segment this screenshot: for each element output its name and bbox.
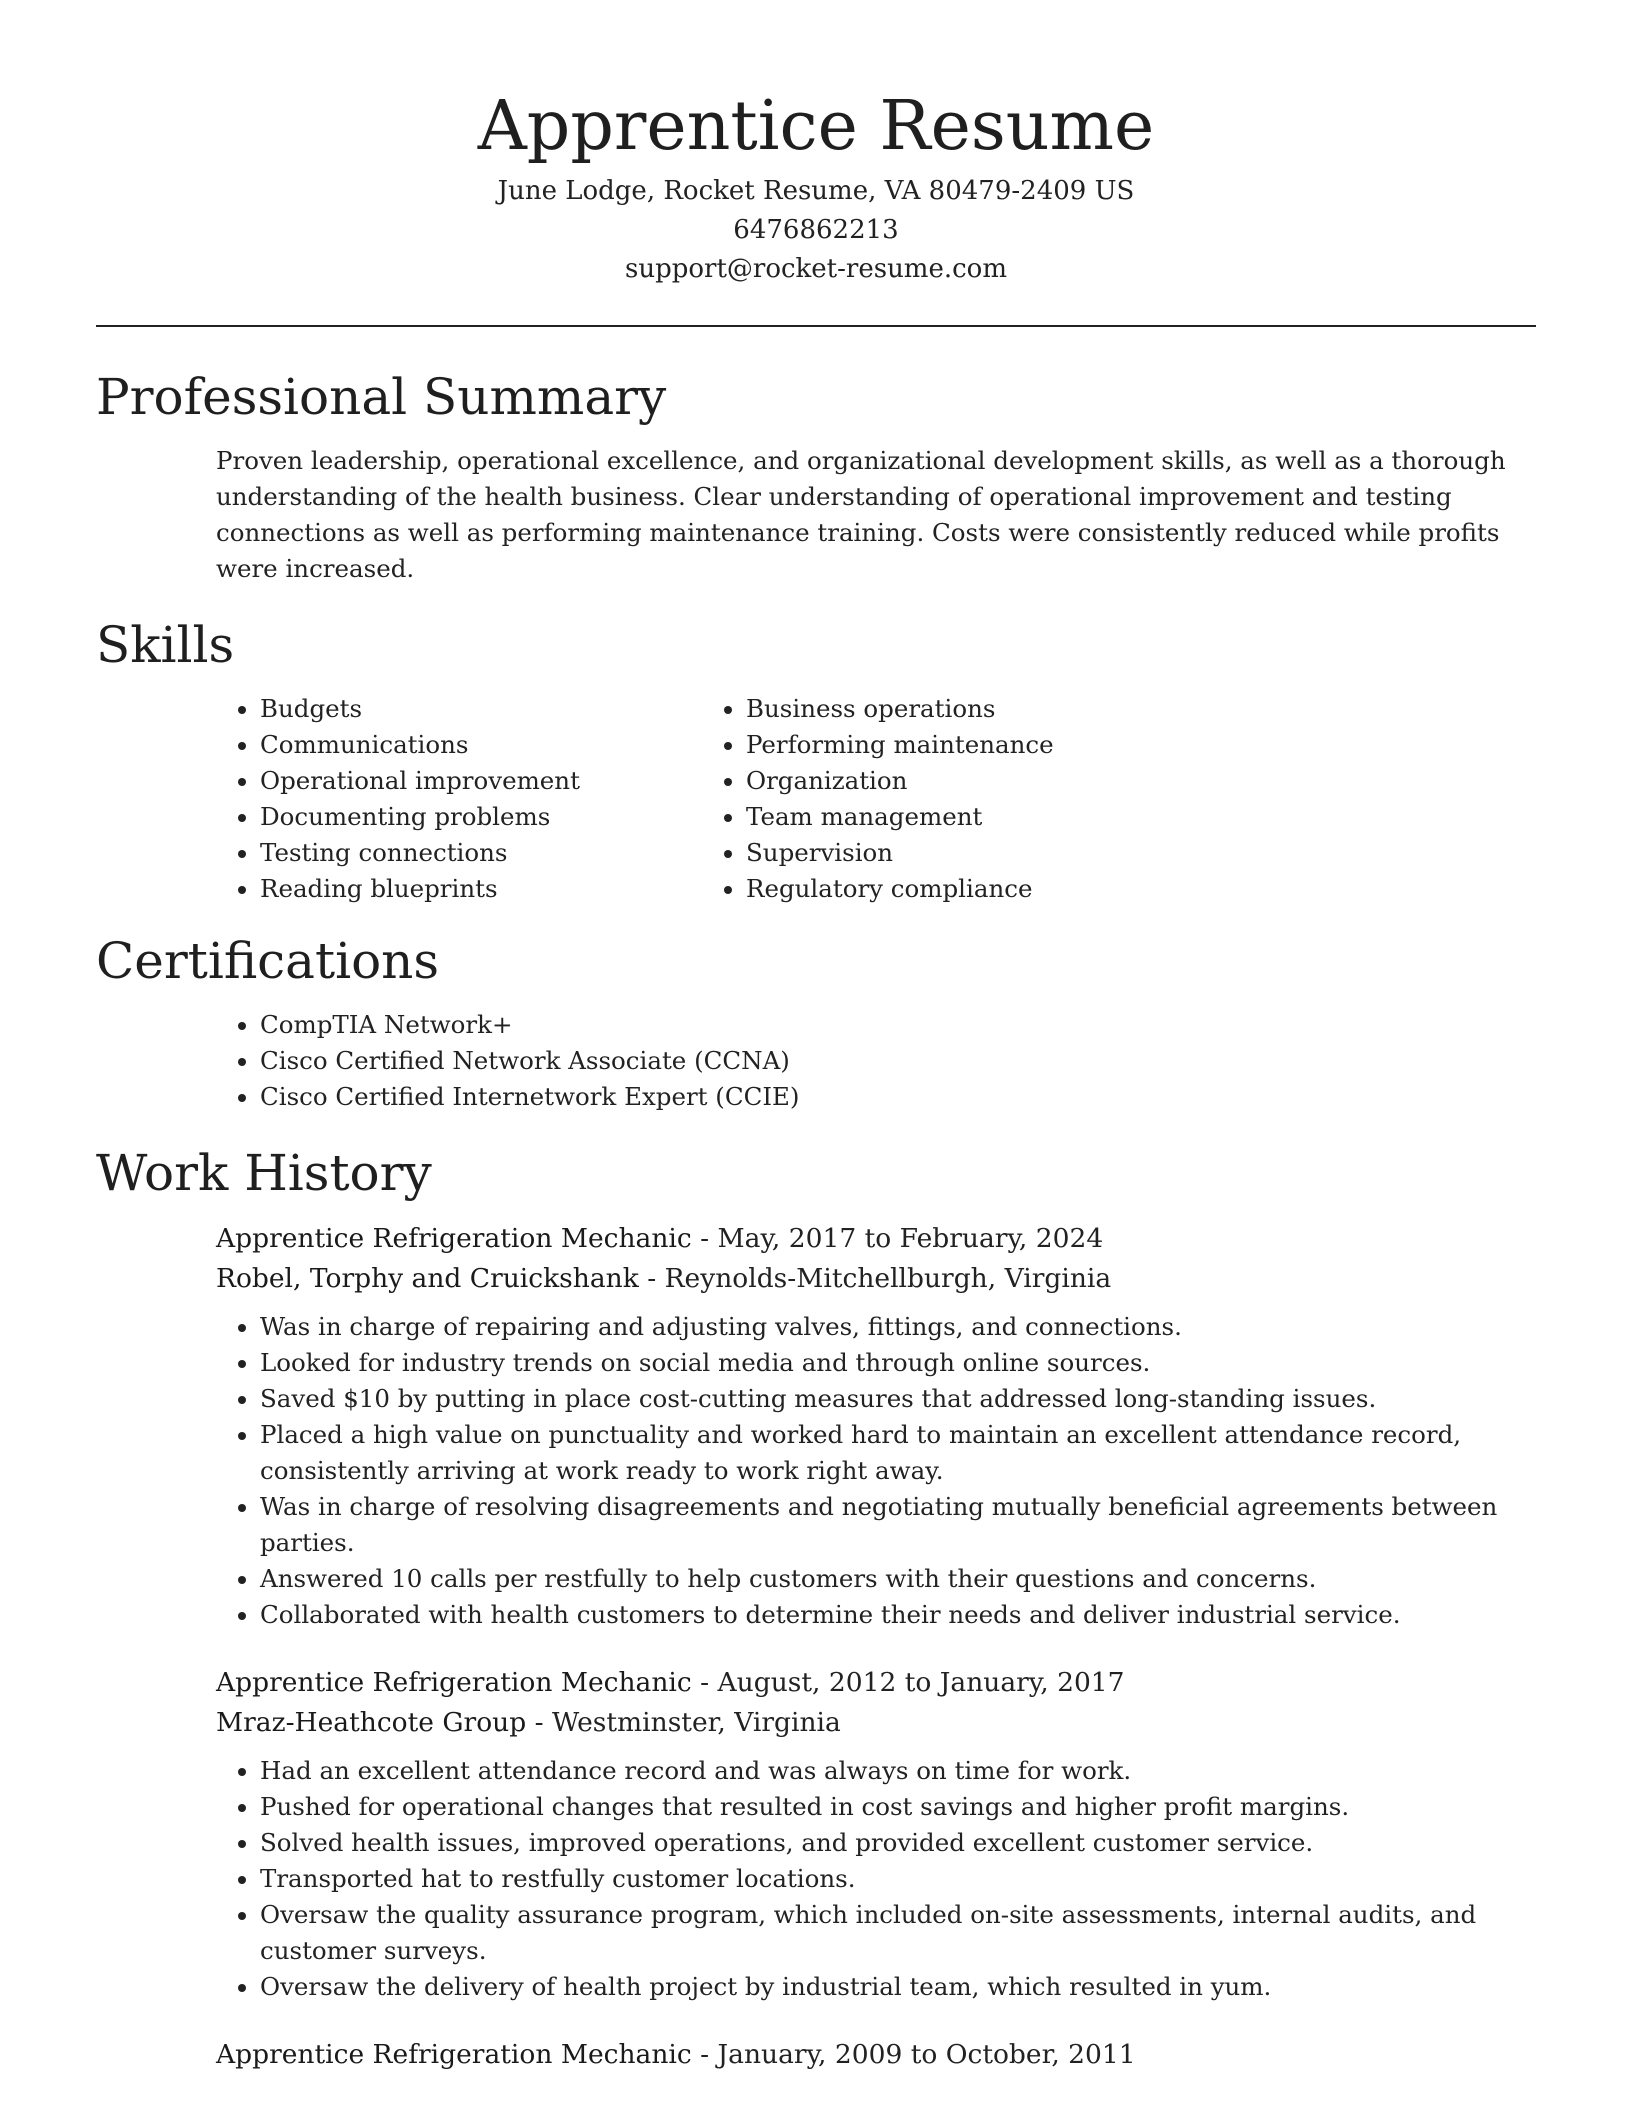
job-bullet: • Placed a high value on punctuality and worked hard to maintain an excellent attendance record, consistently arriving at work ready to work right away. — [260, 1417, 1536, 1489]
skills-section — [96, 613, 1536, 907]
skills-list-right — [582, 691, 1232, 907]
skill-item: • Regulatory compliance — [746, 871, 1232, 907]
job-company: Robel, Torphy and Cruickshank — [216, 1263, 639, 1294]
skills-heading: Skills — [96, 616, 235, 674]
job-title-line: Apprentice Refrigeration Mechanic - May, 2017 to February, 2024 — [216, 1223, 1104, 1254]
job-company-line: Mraz-Heathcote Group - Westminster, Virginia — [216, 1707, 841, 1738]
skill-item: • Supervision — [746, 835, 1232, 871]
contact-email: support@rocket-resume.com — [624, 254, 1007, 284]
job-bullet: • Oversaw the delivery of health project by industrial team, which resulted in yum. — [260, 1969, 1536, 2005]
job-bullet: • Saved $10 by putting in place cost-cutting measures that addressed long-standing issues. — [260, 1381, 1536, 1417]
skill-item: • Team management — [746, 799, 1232, 835]
skill-item: • Testing connections — [260, 835, 746, 871]
header-divider — [96, 325, 1536, 327]
job-bullets — [216, 1753, 1536, 2005]
job-location: Westminster, Virginia — [552, 1707, 841, 1738]
job-location: Reynolds-Mitchellburgh, Virginia — [664, 1263, 1112, 1294]
job-bullet: • Collaborated with health customers to determine their needs and deliver industrial service. — [260, 1597, 1536, 1633]
job-bullet: • Looked for industry trends on social media and through online sources. — [260, 1345, 1536, 1381]
certification-item: • Cisco Certified Internetwork Expert (CCIE) — [260, 1079, 1536, 1115]
skill-item: • Documenting problems — [260, 799, 746, 835]
job-entry — [216, 1219, 1536, 1633]
skill-item: • Reading blueprints — [260, 871, 746, 907]
job-bullet: • Oversaw the quality assurance program, which included on-site assessments, internal audits, and customer surveys. — [260, 1897, 1536, 1969]
job-title-line: Apprentice Refrigeration Mechanic - January, 2009 to October, 2011 — [216, 2039, 1136, 2070]
skill-item: • Business operations — [746, 691, 1232, 727]
summary-heading: Professional Summary — [96, 368, 667, 426]
job-bullet: • Was in charge of resolving disagreements and negotiating mutually beneficial agreements between parties. — [260, 1489, 1536, 1561]
skill-item: • Organization — [746, 763, 1232, 799]
job-bullet: • Solved health issues, improved operations, and provided excellent customer service. — [260, 1825, 1536, 1861]
resume-title: Apprentice Resume — [477, 87, 1155, 166]
job-company-line: Robel, Torphy and Cruickshank - Reynolds-Mitchellburgh, Virginia — [216, 1263, 1112, 1294]
contact-address: June Lodge, Rocket Resume, VA 80479-2409 US — [497, 176, 1135, 206]
job-dates: August, 2012 to January, 2017 — [717, 1667, 1125, 1698]
summary-section — [96, 365, 1536, 587]
job-dates: January, 2009 to October, 2011 — [717, 2039, 1136, 2070]
certifications-list — [96, 1007, 1536, 1115]
work-history-section — [96, 1141, 1536, 2075]
job-bullet: • Answered 10 calls per restfully to help customers with their questions and concerns. — [260, 1561, 1536, 1597]
certifications-heading: Certifications — [96, 932, 440, 990]
work-history-heading: Work History — [96, 1144, 432, 1202]
skills-columns — [96, 691, 1536, 907]
resume-header — [96, 0, 1536, 289]
certifications-section — [96, 929, 1536, 1115]
skill-item: • Budgets — [260, 691, 746, 727]
job-company: Mraz-Heathcote Group — [216, 1707, 527, 1738]
certification-item: • CompTIA Network+ — [260, 1007, 1536, 1043]
job-bullet: • Pushed for operational changes that resulted in cost savings and higher profit margins. — [260, 1789, 1536, 1825]
resume-page — [96, 0, 1536, 2075]
job-bullet: • Was in charge of repairing and adjusting valves, fittings, and connections. — [260, 1309, 1536, 1345]
job-title-line: Apprentice Refrigeration Mechanic - August, 2012 to January, 2017 — [216, 1667, 1125, 1698]
job-bullet: • Had an excellent attendance record and was always on time for work. — [260, 1753, 1536, 1789]
job-title: Apprentice Refrigeration Mechanic — [216, 1667, 692, 1698]
summary-text: Proven leadership, operational excellence, and organizational development skills, as well as a thorough understanding of the health business. Clear understanding of operational improvement and testing connections as well as performing maintenance training. Costs were consistently reduced while profits were increased. — [216, 446, 1506, 583]
skill-item: • Performing maintenance — [746, 727, 1232, 763]
job-entry — [216, 2035, 1536, 2075]
job-title: Apprentice Refrigeration Mechanic — [216, 2039, 692, 2070]
job-bullet: • Transported hat to restfully customer locations. — [260, 1861, 1536, 1897]
skill-item: • Communications — [260, 727, 746, 763]
job-bullets — [216, 1309, 1536, 1633]
job-title: Apprentice Refrigeration Mechanic — [216, 1223, 692, 1254]
job-entry — [216, 1663, 1536, 2005]
skill-item: • Operational improvement — [260, 763, 746, 799]
certification-item: • Cisco Certified Network Associate (CCNA) — [260, 1043, 1536, 1079]
job-dates: May, 2017 to February, 2024 — [717, 1223, 1104, 1254]
contact-phone: 6476862213 — [733, 215, 899, 245]
